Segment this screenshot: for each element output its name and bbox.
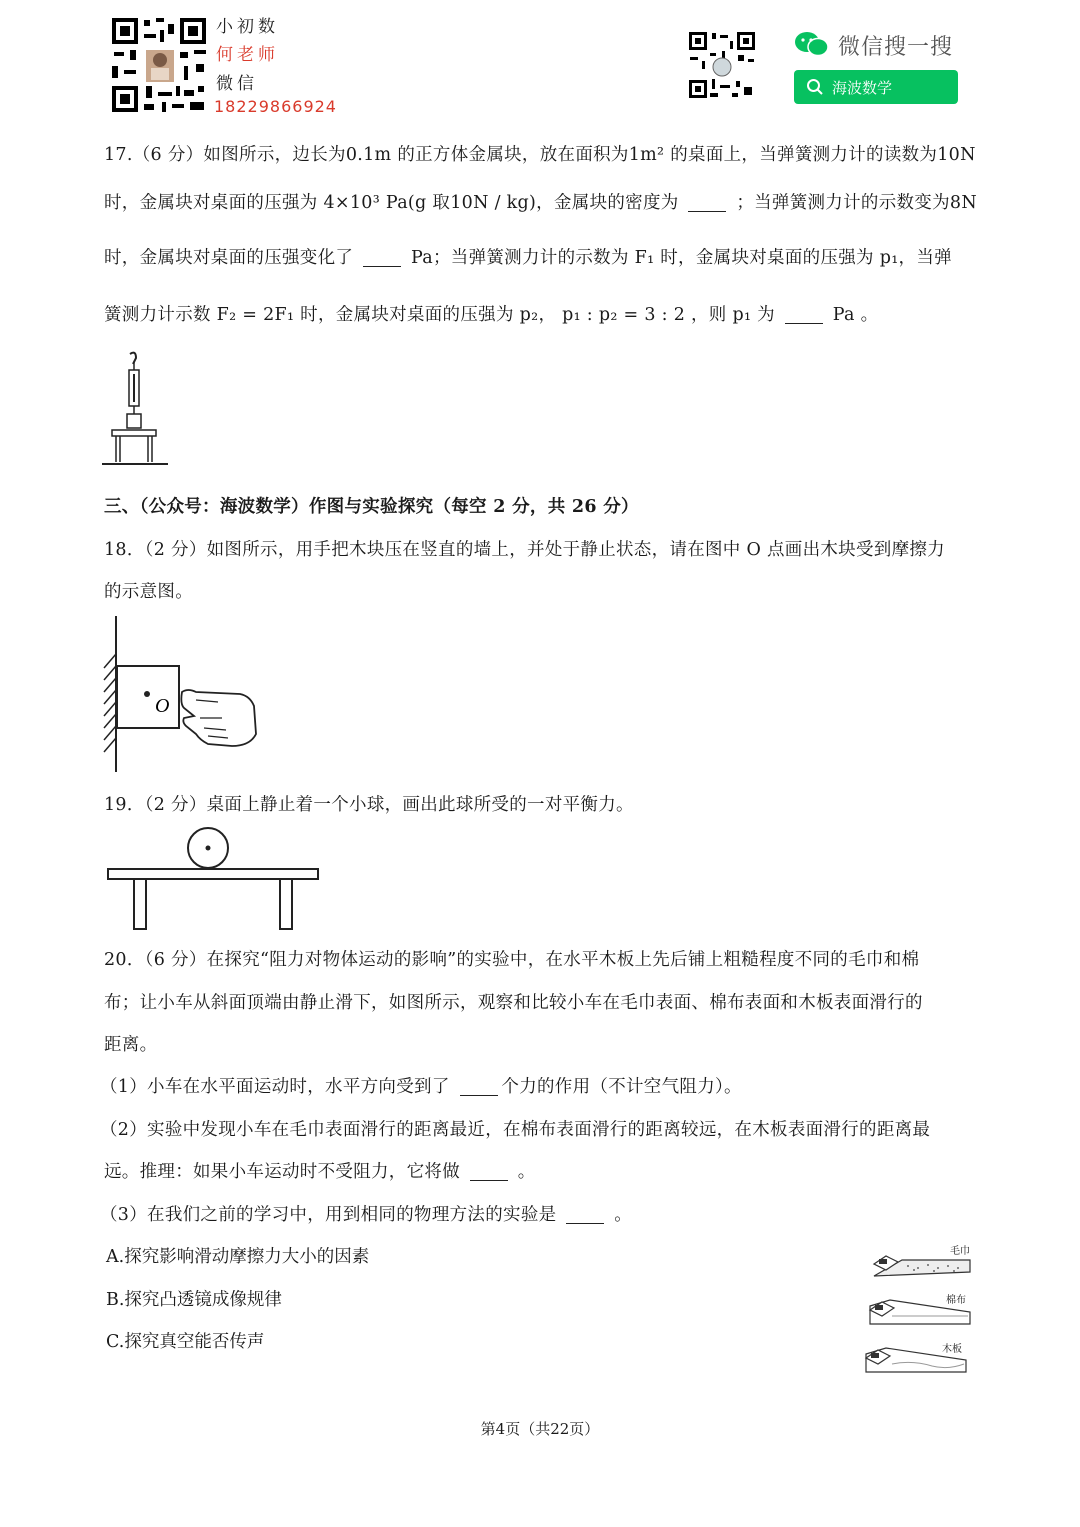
q17-blank-pressure-change[interactable] <box>363 248 401 267</box>
q18-wall-block-hand-figure <box>100 614 260 774</box>
q20-sub1-text-a: （1）小车在水平面运动时，水平方向受到了 <box>100 1077 450 1097</box>
q20-sub2a: （2）实验中发现小车在毛巾表面滑行的距离最近，在棉布表面滑行的距离较远，在木板表面滑行的距离最 <box>100 1120 931 1140</box>
q20-line1: 20．（6 分）在探究“阻力对物体运动的影响”的实验中，在水平木板上先后铺上粗糙程度不同的毛巾和棉 <box>104 950 920 970</box>
q18-point-o-label: O <box>155 695 170 717</box>
header-card-line3: 微信 <box>216 74 258 94</box>
q17-spring-scale-figure <box>100 350 172 470</box>
search-icon <box>806 78 824 96</box>
header-card-phone: 18229866924 <box>214 97 337 116</box>
q17-line4-text-b: Pa 。 <box>832 305 879 325</box>
q17-line3-text-b: Pa；当弹簧测力计的示数为 F₁ 时，金属块对桌面的压强为 p₁，当弹 <box>410 248 952 268</box>
q20-sub3-text-a: （3）在我们之前的学习中，用到相同的物理方法的实验是 <box>100 1205 557 1225</box>
q17-line4 <box>104 301 878 326</box>
q17-line2-text-b: ；当弹簧测力计的示数变为8N <box>736 193 977 213</box>
surface-label-cloth: 棉布 <box>946 1295 966 1306</box>
q20-sub2b <box>104 1158 536 1183</box>
wechat-search-button-label: 海波数学 <box>832 78 893 97</box>
q20-sub3-text-b: 。 <box>614 1205 632 1225</box>
header-qr-left <box>110 16 208 114</box>
q18-line2: 的示意图。 <box>104 582 193 602</box>
q17-line3-text-a: 时，金属块对桌面的压强变化了 <box>104 248 354 268</box>
q20-line3: 距离。 <box>104 1035 158 1055</box>
header-qr-right <box>688 31 756 99</box>
section3-heading: 三、（公众号：海波数学）作图与实验探究（每空 2 分，共 26 分） <box>104 497 639 517</box>
q19-ball-on-table-figure <box>104 826 322 934</box>
surface-label-towel: 毛巾 <box>950 1246 970 1257</box>
q20-sub2-text-c: 。 <box>517 1162 536 1182</box>
q17-line3 <box>104 244 952 269</box>
qr-code-icon <box>688 31 756 99</box>
q17-blank-p1[interactable] <box>785 305 823 324</box>
q20-sub2-text-b: 远。推理：如果小车运动时不受阻力，它将做 <box>104 1162 460 1182</box>
q19-line1: 19．（2 分）桌面上静止着一个小球，画出此球所受的一对平衡力。 <box>104 795 634 815</box>
wechat-search-button[interactable] <box>794 70 958 104</box>
q20-line2: 布；让小车从斜面顶端由静止滑下，如图所示，观察和比较小车在毛巾表面、棉布表面和木板表面滑行的 <box>104 993 923 1013</box>
page-footer: 第4页（共22页） <box>480 1420 600 1438</box>
q20-option-b[interactable]: B.探究凸透镜成像规律 <box>106 1290 282 1310</box>
q17-line1: 17.（6 分）如图所示，边长为0.1m 的正方体金属块，放在面积为1m² 的桌面上，当弹簧测力计的读数为10N <box>104 145 976 165</box>
q20-blank-method[interactable] <box>566 1205 604 1224</box>
q18-line1: 18．（2 分）如图所示，用手把木块压在竖直的墙上，并处于静止状态，请在图中 O 点画出木块受到摩擦力 <box>104 540 945 560</box>
q17-line4-text-a: 簧测力计示数 F₂ = 2F₁ 时，金属块对桌面的压强为 p₂， p₁ : p₂ = 3 : 2 ，则 p₁ 为 <box>104 305 775 325</box>
wechat-logo-icon <box>794 30 830 58</box>
q17-blank-density[interactable] <box>688 193 726 212</box>
header-card-line2: 何老师 <box>216 45 279 65</box>
q20-surfaces-figure <box>862 1240 978 1380</box>
wechat-search-title: 微信搜一搜 <box>838 35 954 60</box>
q20-sub1 <box>100 1073 742 1098</box>
q20-sub3 <box>100 1201 632 1226</box>
q20-sub1-text-b: 个力的作用（不计空气阻力）。 <box>501 1077 742 1097</box>
q20-option-a[interactable]: A.探究影响滑动摩擦力大小的因素 <box>106 1247 370 1267</box>
q20-blank-motion[interactable] <box>470 1162 508 1181</box>
q20-blank-force-count[interactable] <box>460 1077 498 1096</box>
surface-label-board: 木板 <box>942 1344 962 1355</box>
qr-code-icon <box>110 16 208 114</box>
q20-option-c[interactable]: C.探究真空能否传声 <box>106 1332 265 1352</box>
q17-line2-text-a: 时，金属块对桌面的压强为 4×10³ Pa(g 取10N / kg)，金属块的密度为 <box>104 193 679 213</box>
q17-line2 <box>104 189 977 214</box>
header-card-line1: 小初数 <box>216 17 279 37</box>
